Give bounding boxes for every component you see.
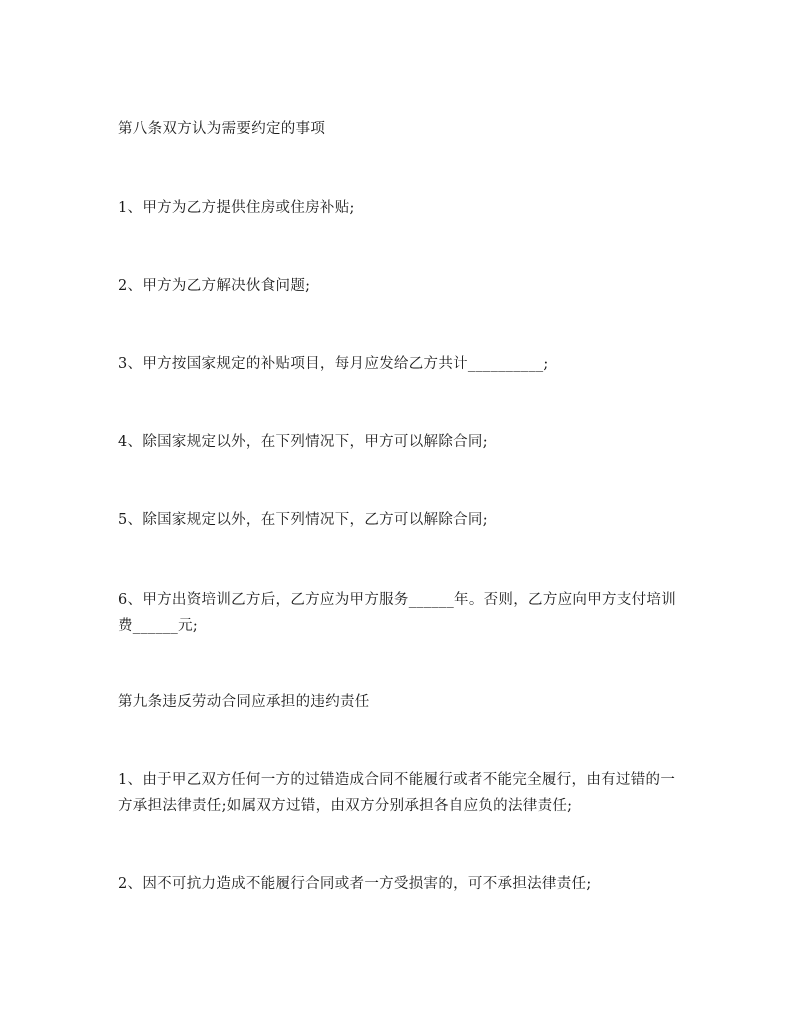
clause-meals: 2、甲方为乙方解决伙食问题; <box>118 278 311 294</box>
section-heading-article-9: 第九条违反劳动合同应承担的违约责任 <box>118 694 370 710</box>
clause-training-service: 6、甲方出资培训乙方后，乙方应为甲方服务______年。否则，乙方应向甲方支付培训费______元; <box>118 592 677 634</box>
clause-fault-liability: 1、由于甲乙双方任何一方的过错造成合同不能履行或者不能完全履行，由有过错的一方承担法律责任;如属双方过错，由双方分别承担各自应负的法律责任; <box>118 772 676 814</box>
section-heading-article-8: 第八条双方认为需要约定的事项 <box>118 121 326 137</box>
clause-party-b-termination: 5、除国家规定以外，在下列情况下，乙方可以解除合同; <box>118 512 488 528</box>
clause-housing: 1、甲方为乙方提供住房或住房补贴; <box>118 200 355 216</box>
clause-force-majeure: 2、因不可抗力造成不能履行合同或者一方受损害的，可不承担法律责任; <box>118 876 592 892</box>
clause-party-a-termination: 4、除国家规定以外，在下列情况下，甲方可以解除合同; <box>118 434 488 450</box>
clause-subsidy: 3、甲方按国家规定的补贴项目，每月应发给乙方共计__________; <box>118 356 549 372</box>
